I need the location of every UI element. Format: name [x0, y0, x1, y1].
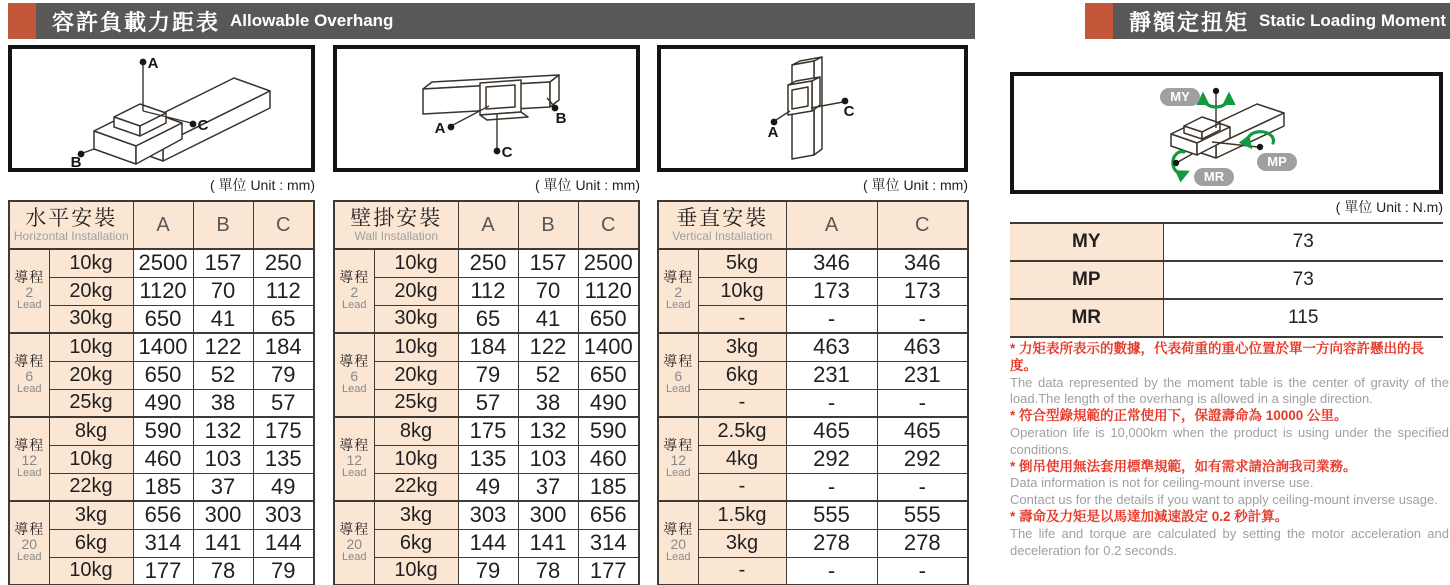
footnote-line: * 倒吊使用無法套用標準規範，如有需求請洽詢我司業務。	[1010, 458, 1357, 474]
header-title-en: Allowable Overhang	[230, 11, 394, 30]
table-row	[1010, 299, 1443, 337]
table-row	[334, 501, 639, 529]
static-moment-table	[1010, 222, 1443, 338]
value-cell: -	[786, 557, 877, 585]
value-cell: 292	[877, 445, 968, 473]
load-cell: 20kg	[374, 361, 458, 389]
table-body	[334, 201, 639, 585]
vertical-overhang-table	[657, 200, 969, 585]
table-row	[658, 249, 968, 277]
table-row	[334, 417, 639, 445]
load-cell: 3kg	[698, 529, 786, 557]
lead-label-en: Lead	[342, 467, 367, 480]
table-row	[9, 249, 314, 277]
lead-cell	[9, 249, 49, 333]
load-cell: 30kg	[374, 305, 458, 333]
value-cell: 650	[578, 305, 639, 333]
value-cell: 650	[578, 361, 639, 389]
value-cell: 490	[133, 389, 193, 417]
table-title-en: Vertical Installation	[672, 229, 773, 244]
table-row	[9, 389, 314, 417]
moment-value: 73	[1163, 261, 1443, 299]
load-cell: 5kg	[698, 249, 786, 277]
value-cell: -	[786, 473, 877, 501]
lead-cell	[658, 417, 698, 501]
value-cell: 70	[518, 277, 578, 305]
value-cell: -	[877, 473, 968, 501]
value-cell: 141	[518, 529, 578, 557]
lead-label-zh: 導程	[663, 268, 694, 285]
load-cell: 6kg	[374, 529, 458, 557]
load-cell: 8kg	[49, 417, 133, 445]
value-cell: 175	[458, 417, 518, 445]
lead-number: 6	[674, 368, 683, 385]
table-row	[1010, 223, 1443, 261]
table-row	[334, 277, 639, 305]
value-cell: 250	[458, 249, 518, 277]
value-cell: 650	[133, 305, 193, 333]
header-title-en: Static Loading Moment	[1259, 11, 1447, 30]
lead-label-en: Lead	[666, 383, 691, 396]
value-cell: 292	[786, 445, 877, 473]
value-cell: 132	[193, 417, 253, 445]
lead-label-en: Lead	[666, 299, 691, 312]
table-row	[9, 557, 314, 585]
footnote-line: Operation life is 10,000km when the product is using under the specified conditions.	[1010, 424, 1449, 457]
value-cell: 2500	[133, 249, 193, 277]
wall-install-diagram	[333, 45, 640, 172]
lead-label-en: Lead	[17, 383, 42, 396]
value-cell: 656	[133, 501, 193, 529]
value-cell: -	[786, 389, 877, 417]
load-cell: 10kg	[698, 277, 786, 305]
footnote-line: Contact us for the details if you want to apply ceiling-mount inverse usage.	[1010, 492, 1438, 508]
load-cell: 8kg	[374, 417, 458, 445]
unit-label-mm: ( 單位 Unit : mm)	[210, 177, 315, 193]
table-title-en: Horizontal Installation	[13, 229, 129, 244]
overhang-table	[333, 200, 640, 585]
value-cell: 49	[458, 473, 518, 501]
table-row	[9, 277, 314, 305]
column-header: C	[877, 201, 968, 249]
load-cell: 1.5kg	[698, 501, 786, 529]
lead-number: 2	[674, 284, 683, 301]
footnote-line: Data information is not for ceiling-mount inverse use.	[1010, 475, 1314, 491]
lead-label-en: Lead	[17, 299, 42, 312]
value-cell: 132	[518, 417, 578, 445]
lead-cell	[334, 501, 374, 585]
horizontal-rail-drawing	[12, 49, 311, 168]
value-cell: 1400	[133, 333, 193, 361]
point-c-label: C	[197, 117, 209, 134]
value-cell: 70	[193, 277, 253, 305]
value-cell: 37	[518, 473, 578, 501]
column-header: B	[518, 201, 578, 249]
table-body	[658, 201, 968, 585]
vertical-rail-drawing	[661, 49, 964, 168]
value-cell: 177	[578, 557, 639, 585]
load-cell: -	[698, 557, 786, 585]
table-row	[334, 529, 639, 557]
lead-number: 2	[25, 284, 34, 301]
value-cell: 185	[133, 473, 193, 501]
table-row	[658, 445, 968, 473]
value-cell: 346	[877, 249, 968, 277]
lead-number: 12	[346, 452, 363, 469]
value-cell: 250	[253, 249, 314, 277]
lead-cell	[658, 249, 698, 333]
value-cell: 314	[133, 529, 193, 557]
lead-cell	[334, 333, 374, 417]
lead-label-en: Lead	[342, 299, 367, 312]
value-cell: 135	[253, 445, 314, 473]
lead-label-en: Lead	[342, 551, 367, 564]
horizontal-install-diagram	[8, 45, 315, 172]
value-cell: 78	[518, 557, 578, 585]
value-cell: 173	[877, 277, 968, 305]
lead-number: 12	[670, 452, 687, 469]
column-header: A	[786, 201, 877, 249]
header-title-zh: 容許負載力距表	[52, 9, 221, 35]
table-title-zh: 壁掛安裝	[350, 206, 443, 230]
table-row	[658, 305, 968, 333]
column-header: C	[253, 201, 314, 249]
value-cell: 52	[518, 361, 578, 389]
lead-label-zh: 導程	[663, 520, 694, 537]
load-cell: 3kg	[49, 501, 133, 529]
point-b-label: B	[70, 154, 82, 168]
value-cell: -	[877, 389, 968, 417]
value-cell: 2500	[578, 249, 639, 277]
value-cell: 41	[193, 305, 253, 333]
load-cell: 25kg	[49, 389, 133, 417]
load-cell: 22kg	[374, 473, 458, 501]
load-cell: 20kg	[374, 277, 458, 305]
table-row	[9, 361, 314, 389]
static-moment-header	[1085, 3, 1450, 39]
value-cell: 314	[578, 529, 639, 557]
moment-label: MY	[1010, 223, 1163, 261]
moment-axes-diagram	[1010, 72, 1443, 194]
moment-label: MP	[1010, 261, 1163, 299]
column-header: B	[193, 201, 253, 249]
header-row	[334, 201, 639, 249]
table-row	[9, 305, 314, 333]
table-title-cell	[334, 201, 458, 249]
load-cell: 10kg	[374, 249, 458, 277]
load-cell: 25kg	[374, 389, 458, 417]
column-header: A	[133, 201, 193, 249]
lead-label-zh: 導程	[339, 352, 370, 369]
horizontal-overhang-table	[8, 200, 315, 585]
table-row	[334, 249, 639, 277]
point-c-label: C	[843, 103, 855, 120]
value-cell: 122	[518, 333, 578, 361]
value-cell: -	[786, 305, 877, 333]
table-title-en: Wall Installation	[354, 229, 439, 244]
table-row	[658, 529, 968, 557]
header-accent-square	[1085, 3, 1113, 39]
header-title-zh: 靜額定扭矩	[1129, 9, 1250, 35]
table-row	[9, 473, 314, 501]
load-cell: 2.5kg	[698, 417, 786, 445]
value-cell: 463	[786, 333, 877, 361]
load-cell: 10kg	[49, 445, 133, 473]
unit-label-mm: ( 單位 Unit : mm)	[863, 177, 968, 193]
value-cell: 656	[578, 501, 639, 529]
load-cell: -	[698, 389, 786, 417]
value-cell: 57	[253, 389, 314, 417]
load-cell: 20kg	[49, 277, 133, 305]
column-header: A	[458, 201, 518, 249]
load-cell: 4kg	[698, 445, 786, 473]
load-cell: 10kg	[374, 445, 458, 473]
value-cell: 38	[193, 389, 253, 417]
table-row	[334, 557, 639, 585]
value-cell: 79	[458, 361, 518, 389]
table-row	[9, 445, 314, 473]
load-cell: 10kg	[374, 333, 458, 361]
lead-number: 12	[21, 452, 38, 469]
value-cell: 52	[193, 361, 253, 389]
value-cell: 490	[578, 389, 639, 417]
value-cell: 49	[253, 473, 314, 501]
footnote-line: The life and torque are calculated by setting the motor acceleration and deceleration for 0.2 seconds.	[1010, 525, 1449, 558]
header-row	[9, 201, 314, 249]
lead-label-zh: 導程	[663, 436, 694, 453]
value-cell: -	[877, 305, 968, 333]
table-row	[1010, 261, 1443, 299]
lead-label-zh: 導程	[663, 352, 694, 369]
table-row	[334, 305, 639, 333]
value-cell: 300	[518, 501, 578, 529]
table-row	[658, 501, 968, 529]
load-cell: 10kg	[49, 557, 133, 585]
wall-overhang-table	[333, 200, 640, 585]
load-cell: 6kg	[49, 529, 133, 557]
value-cell: 135	[458, 445, 518, 473]
lead-label-en: Lead	[342, 383, 367, 396]
header-row	[658, 201, 968, 249]
lead-label-zh: 導程	[14, 352, 45, 369]
value-cell: 38	[518, 389, 578, 417]
value-cell: 278	[786, 529, 877, 557]
load-cell: 6kg	[698, 361, 786, 389]
moment-value: 115	[1163, 299, 1443, 337]
value-cell: 177	[133, 557, 193, 585]
lead-number: 20	[21, 536, 38, 553]
table-row	[334, 361, 639, 389]
load-cell: 10kg	[49, 333, 133, 361]
lead-number: 6	[25, 368, 34, 385]
value-cell: 37	[193, 473, 253, 501]
value-cell: 590	[133, 417, 193, 445]
value-cell: 175	[253, 417, 314, 445]
vertical-install-diagram	[657, 45, 968, 172]
value-cell: 79	[253, 557, 314, 585]
lead-label-zh: 導程	[14, 520, 45, 537]
value-cell: 103	[518, 445, 578, 473]
load-cell: 3kg	[698, 333, 786, 361]
table-row	[334, 333, 639, 361]
value-cell: 157	[518, 249, 578, 277]
value-cell: 555	[786, 501, 877, 529]
value-cell: 465	[786, 417, 877, 445]
value-cell: 300	[193, 501, 253, 529]
lead-label-zh: 導程	[339, 520, 370, 537]
footnote-line: The data represented by the moment table is the center of gravity of the load.The length of the overhang is allowed in a single direction.	[1010, 374, 1449, 407]
value-cell: 278	[877, 529, 968, 557]
table-title-cell	[658, 201, 786, 249]
value-cell: 144	[253, 529, 314, 557]
table-row	[9, 417, 314, 445]
overhang-table	[8, 200, 315, 585]
value-cell: 463	[877, 333, 968, 361]
point-a-label: A	[767, 124, 779, 141]
lead-label-en: Lead	[17, 467, 42, 480]
table-row	[334, 445, 639, 473]
lead-cell	[334, 417, 374, 501]
value-cell: 1120	[578, 277, 639, 305]
table-body	[9, 201, 314, 585]
footnote-line: * 力矩表所表示的數據，代表荷重的重心位置於單一方向容許懸出的長度。	[1010, 341, 1425, 373]
lead-number: 6	[350, 368, 359, 385]
table-title-cell	[9, 201, 133, 249]
table-row	[658, 361, 968, 389]
wall-rail-drawing	[337, 49, 636, 168]
lead-cell	[9, 333, 49, 417]
lead-number: 2	[350, 284, 359, 301]
lead-cell	[9, 501, 49, 585]
table-row	[334, 389, 639, 417]
value-cell: 460	[133, 445, 193, 473]
value-cell: 303	[458, 501, 518, 529]
lead-label-en: Lead	[666, 467, 691, 480]
my-axis-label: MY	[1170, 89, 1190, 104]
table-row	[658, 473, 968, 501]
lead-label-en: Lead	[17, 551, 42, 564]
lead-label-zh: 導程	[339, 436, 370, 453]
value-cell: 650	[133, 361, 193, 389]
load-cell: 20kg	[49, 361, 133, 389]
value-cell: 79	[253, 361, 314, 389]
lead-label-zh: 導程	[339, 268, 370, 285]
value-cell: 185	[578, 473, 639, 501]
mr-axis-label: MR	[1203, 169, 1225, 184]
value-cell: 103	[193, 445, 253, 473]
allowable-overhang-header	[8, 3, 975, 39]
moment-value: 73	[1163, 223, 1443, 261]
value-cell: 303	[253, 501, 314, 529]
moment-label: MR	[1010, 299, 1163, 337]
load-cell: 22kg	[49, 473, 133, 501]
load-cell: 30kg	[49, 305, 133, 333]
table-row	[9, 529, 314, 557]
value-cell: 65	[253, 305, 314, 333]
value-cell: 57	[458, 389, 518, 417]
value-cell: 590	[578, 417, 639, 445]
value-cell: 1120	[133, 277, 193, 305]
mp-axis-label: MP	[1267, 154, 1287, 169]
value-cell: 141	[193, 529, 253, 557]
load-cell: 10kg	[49, 249, 133, 277]
lead-cell	[334, 249, 374, 333]
table-row	[658, 277, 968, 305]
footnote-line: * 符合型錄規範的正常使用下，保證壽命為 10000 公里。	[1010, 408, 1348, 424]
value-cell: 346	[786, 249, 877, 277]
lead-cell	[9, 417, 49, 501]
value-cell: 231	[786, 361, 877, 389]
table-row	[334, 473, 639, 501]
point-c-label: C	[501, 144, 513, 161]
point-a-label: A	[434, 120, 446, 137]
value-cell: 112	[253, 277, 314, 305]
value-cell: 1400	[578, 333, 639, 361]
value-cell: 184	[458, 333, 518, 361]
value-cell: 465	[877, 417, 968, 445]
value-cell: 231	[877, 361, 968, 389]
column-header: C	[578, 201, 639, 249]
value-cell: 112	[458, 277, 518, 305]
value-cell: 144	[458, 529, 518, 557]
value-cell: 79	[458, 557, 518, 585]
header-accent-square	[8, 3, 36, 39]
lead-cell	[658, 333, 698, 417]
value-cell: -	[877, 557, 968, 585]
moment-rail-drawing	[1014, 76, 1439, 190]
table-title-zh: 垂直安裝	[676, 206, 769, 230]
unit-label-nm: ( 單位 Unit : N.m)	[1335, 199, 1443, 215]
lead-label-zh: 導程	[14, 268, 45, 285]
lead-label-en: Lead	[666, 551, 691, 564]
point-a-label: A	[147, 55, 159, 72]
lead-cell	[658, 501, 698, 585]
value-cell: 41	[518, 305, 578, 333]
lead-number: 20	[346, 536, 363, 553]
value-cell: 157	[193, 249, 253, 277]
footnote-line: * 壽命及力矩是以馬達加減速設定 0.2 秒計算。	[1010, 508, 1289, 524]
load-cell: 10kg	[374, 557, 458, 585]
table-row	[658, 389, 968, 417]
point-b-label: B	[555, 110, 567, 127]
footnotes	[1010, 341, 1449, 559]
value-cell: 78	[193, 557, 253, 585]
unit-label-mm: ( 單位 Unit : mm)	[535, 177, 640, 193]
load-cell: -	[698, 305, 786, 333]
value-cell: 184	[253, 333, 314, 361]
table-row	[658, 417, 968, 445]
overhang-table	[657, 200, 969, 585]
table-row	[9, 333, 314, 361]
value-cell: 122	[193, 333, 253, 361]
value-cell: 555	[877, 501, 968, 529]
value-cell: 65	[458, 305, 518, 333]
table-row	[658, 333, 968, 361]
load-cell: 3kg	[374, 501, 458, 529]
load-cell: -	[698, 473, 786, 501]
value-cell: 460	[578, 445, 639, 473]
table-row	[9, 501, 314, 529]
value-cell: 173	[786, 277, 877, 305]
lead-label-zh: 導程	[14, 436, 45, 453]
lead-number: 20	[670, 536, 687, 553]
table-row	[658, 557, 968, 585]
table-title-zh: 水平安裝	[25, 206, 118, 230]
